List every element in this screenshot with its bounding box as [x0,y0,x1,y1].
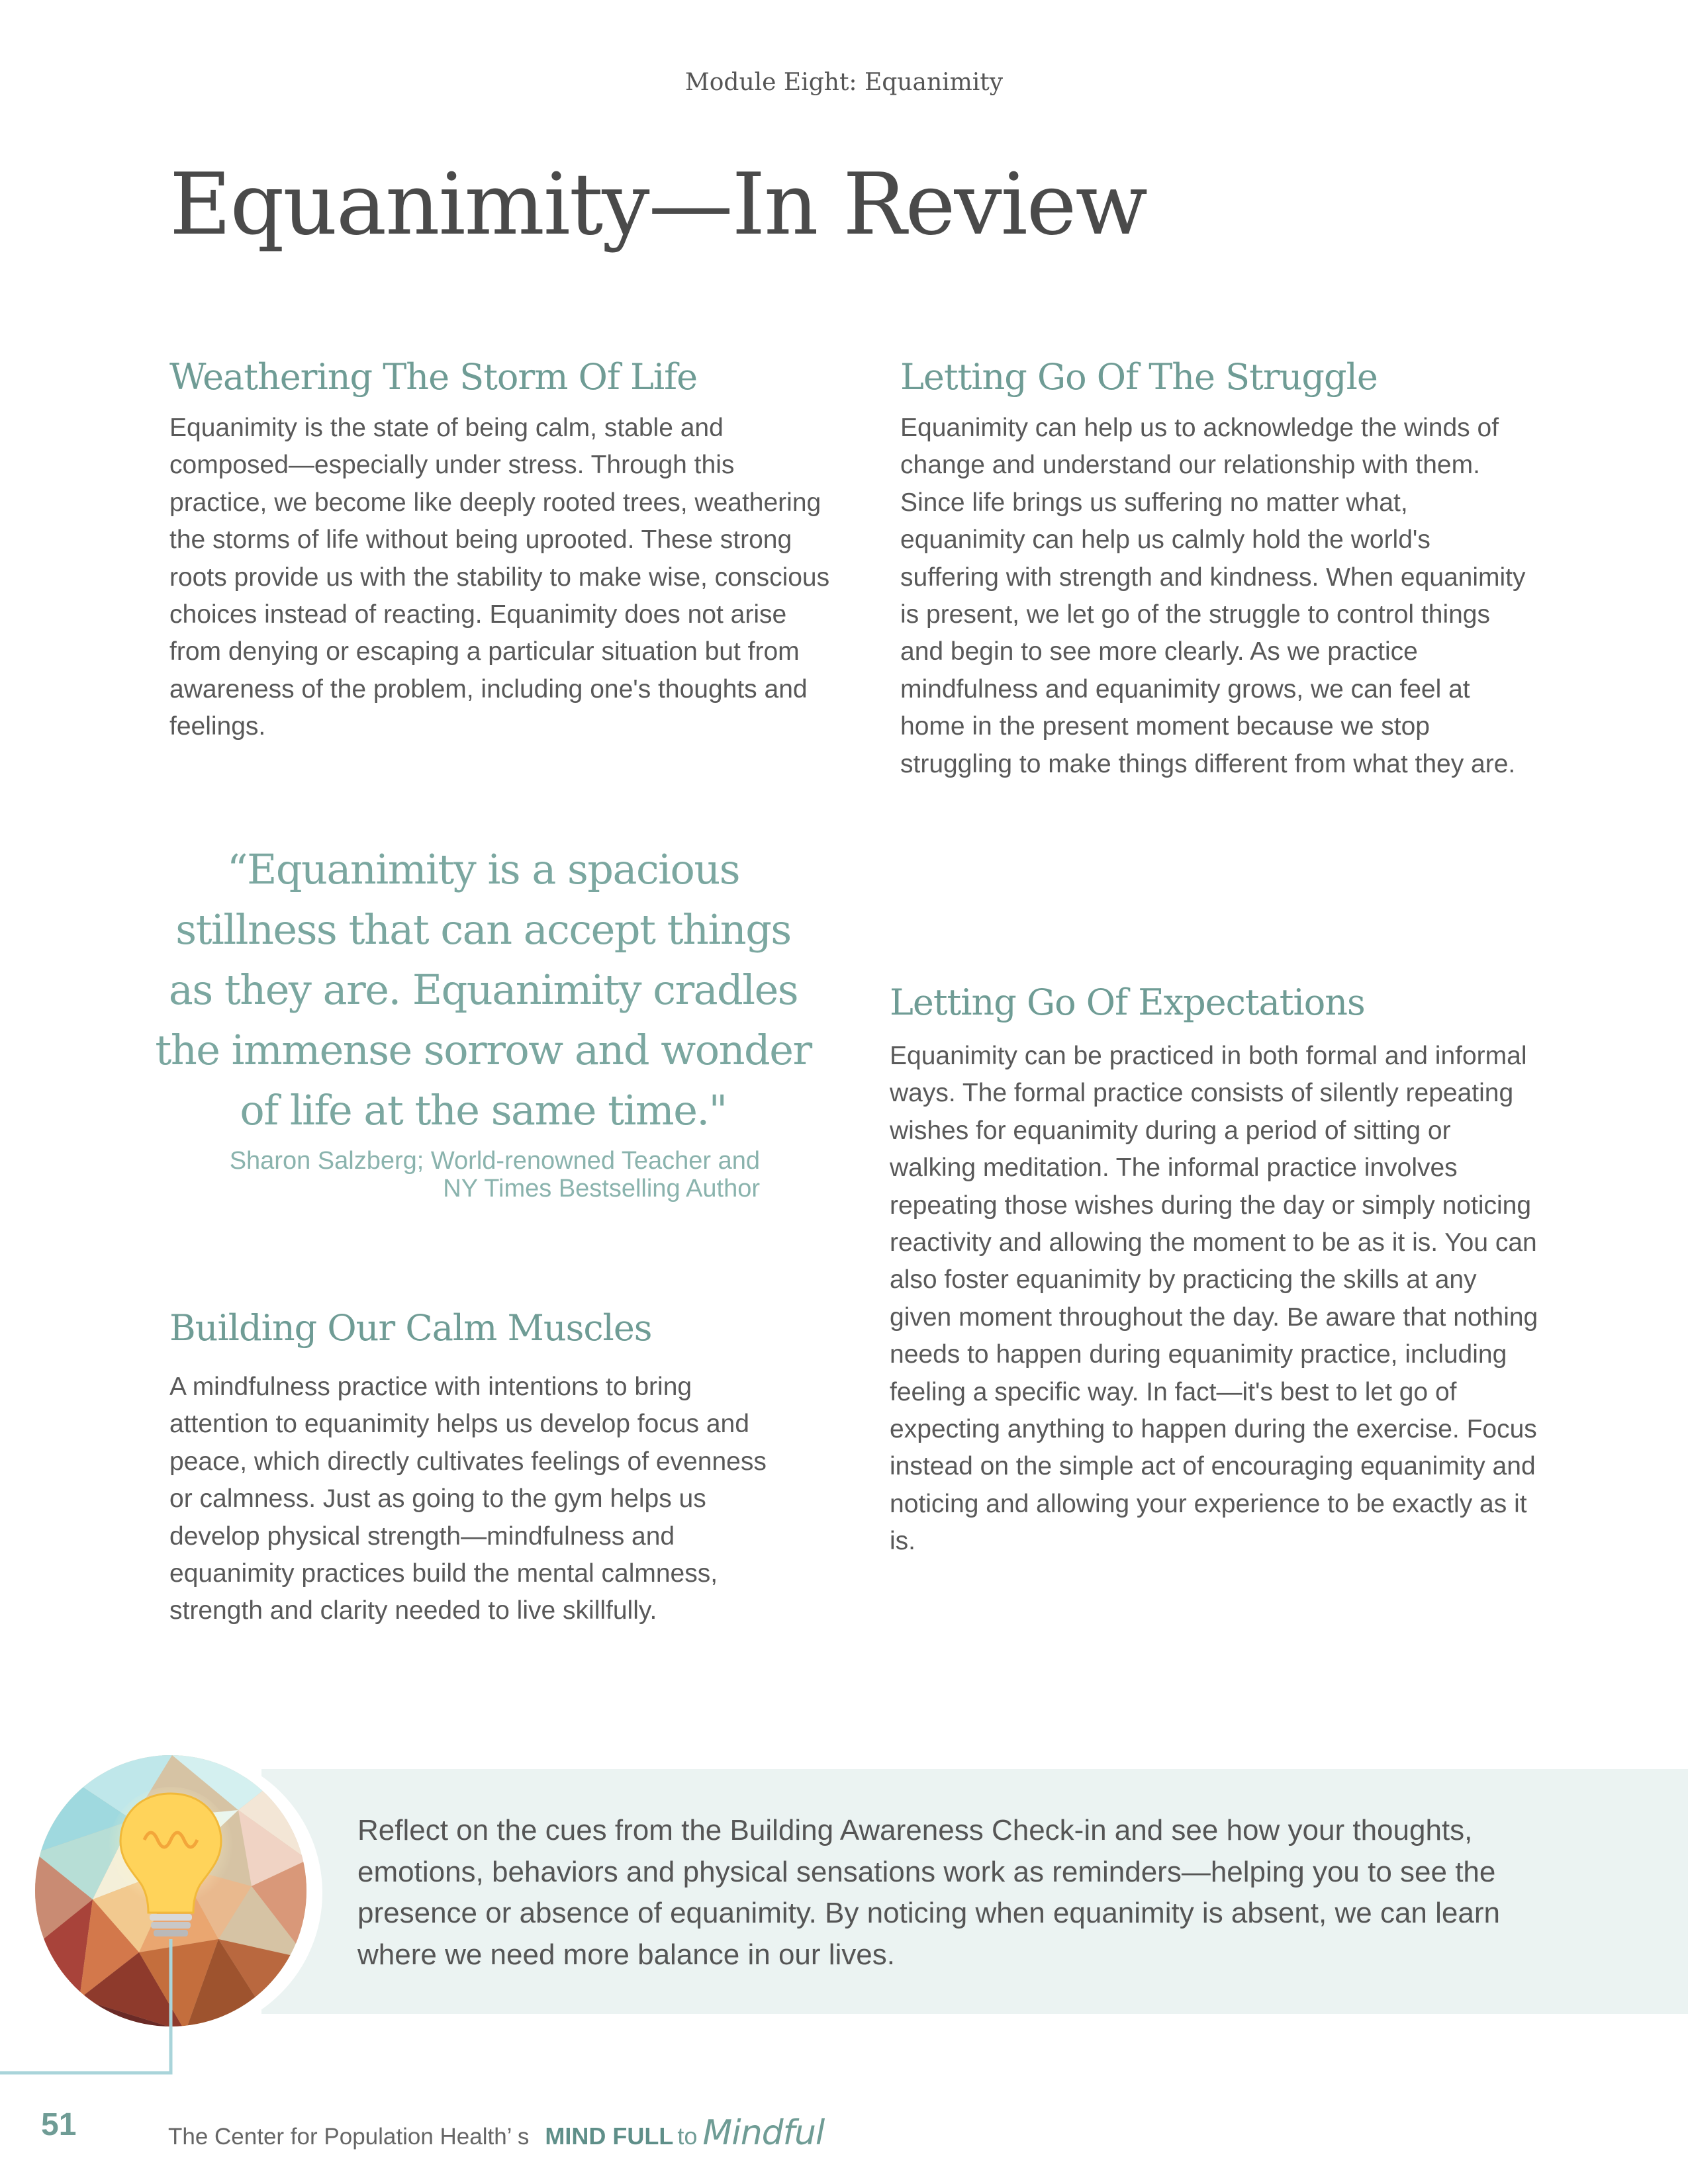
quote-attribution [152,1147,760,1203]
section-weathering-storm [169,356,831,746]
brand-to: to [677,2122,698,2150]
brand-mind-full: MIND FULL [545,2122,674,2150]
footer [168,2113,824,2153]
footer-publisher: The Center for Population Health’ s [168,2124,530,2150]
quote-attribution-line1: Sharon Salzberg; World-renowned Teacher and [229,1147,760,1175]
section-heading: Building Our Calm Muscles [169,1307,652,1349]
reflection-text: Reflect on the cues from the Building Awareness Check-in and see how your thoughts, emotions, behaviors and physical sensations work as reminders—helping you to see the presence or absence of equanimity. By noticing when equanimity is absent, we can learn where we need more balance in our lives. [357,1814,1500,1971]
brand-mindful-script: Mindful [702,2113,825,2153]
section-letting-go-struggle [900,356,1536,783]
section-heading: Weathering The Storm Of Life [169,356,698,398]
section-body: Equanimity can help us to acknowledge the winds of change and understand our relationship with them. Since life brings us suffering no matter what, equanimity can help us calmly hold the world's suffering with strength and kindness. When equanimity is present, we let go of the struggle to control things and begin to see more clearly. As we practice mindfulness and equanimity grows, we can feel at home in the present moment because we stop struggling to make things different from what they are. [900,414,1526,778]
section-body: A mindfulness practice with intentions to bring attention to equanimity helps us develop focus and peace, which directly cultivates feelings of evenness or calmness. Just as going to the gym helps us develop physical strength—mindfulness and equanimity practices build the mental calmness, strength and clarity needed to live skillfully. [169,1373,767,1625]
section-heading: Letting Go Of Expectations [890,981,1365,1023]
section-body: Equanimity can be practiced in both formal and informal ways. The formal practice consists of silently repeating wishes for equanimity during a period of sitting or walking meditation. The informal practice involves repeating those wishes during the day or simply noticing reactivity and allowing the moment to be as it is. You can also foster equanimity by practicing the skills at any given moment throughout the day. Be aware that nothing needs to happen during equanimity practice, including feeling a specific way. In fact—it's best to let go of expecting anything to happen during the exercise. Focus instead on the simple act of encouraging equanimity and noticing and allowing your experience to be exactly as it is. [890,1042,1538,1556]
quote-attribution-line2: NY Times Bestselling Author [443,1175,760,1203]
section-letting-go-expectations [890,981,1538,1561]
quote-text: “Equanimity is a spacious stillness that can accept things as they are. Equanimity cradles the immense sorrow and wonder of life at the same time." [155,845,812,1134]
running-head: Module Eight: Equanimity [684,69,1004,96]
pull-quote [152,839,814,1203]
section-body: Equanimity is the state of being calm, stable and composed—especially under stress. Through this practice, we become like deeply rooted trees, weathering the storms of life without being uprooted. These strong roots provide us with the stability to make wise, conscious choices instead of reacting. Equanimity does not arise from denying or escaping a particular situation but from awareness of the problem, including one's thoughts and feelings. [169,414,830,741]
page-title: Equanimity—In Review [169,156,1147,254]
lightbulb-icon [0,1747,331,2091]
page-number: 51 [41,2107,77,2142]
section-heading: Letting Go Of The Struggle [900,356,1378,398]
section-calm-muscles [169,1307,792,1630]
